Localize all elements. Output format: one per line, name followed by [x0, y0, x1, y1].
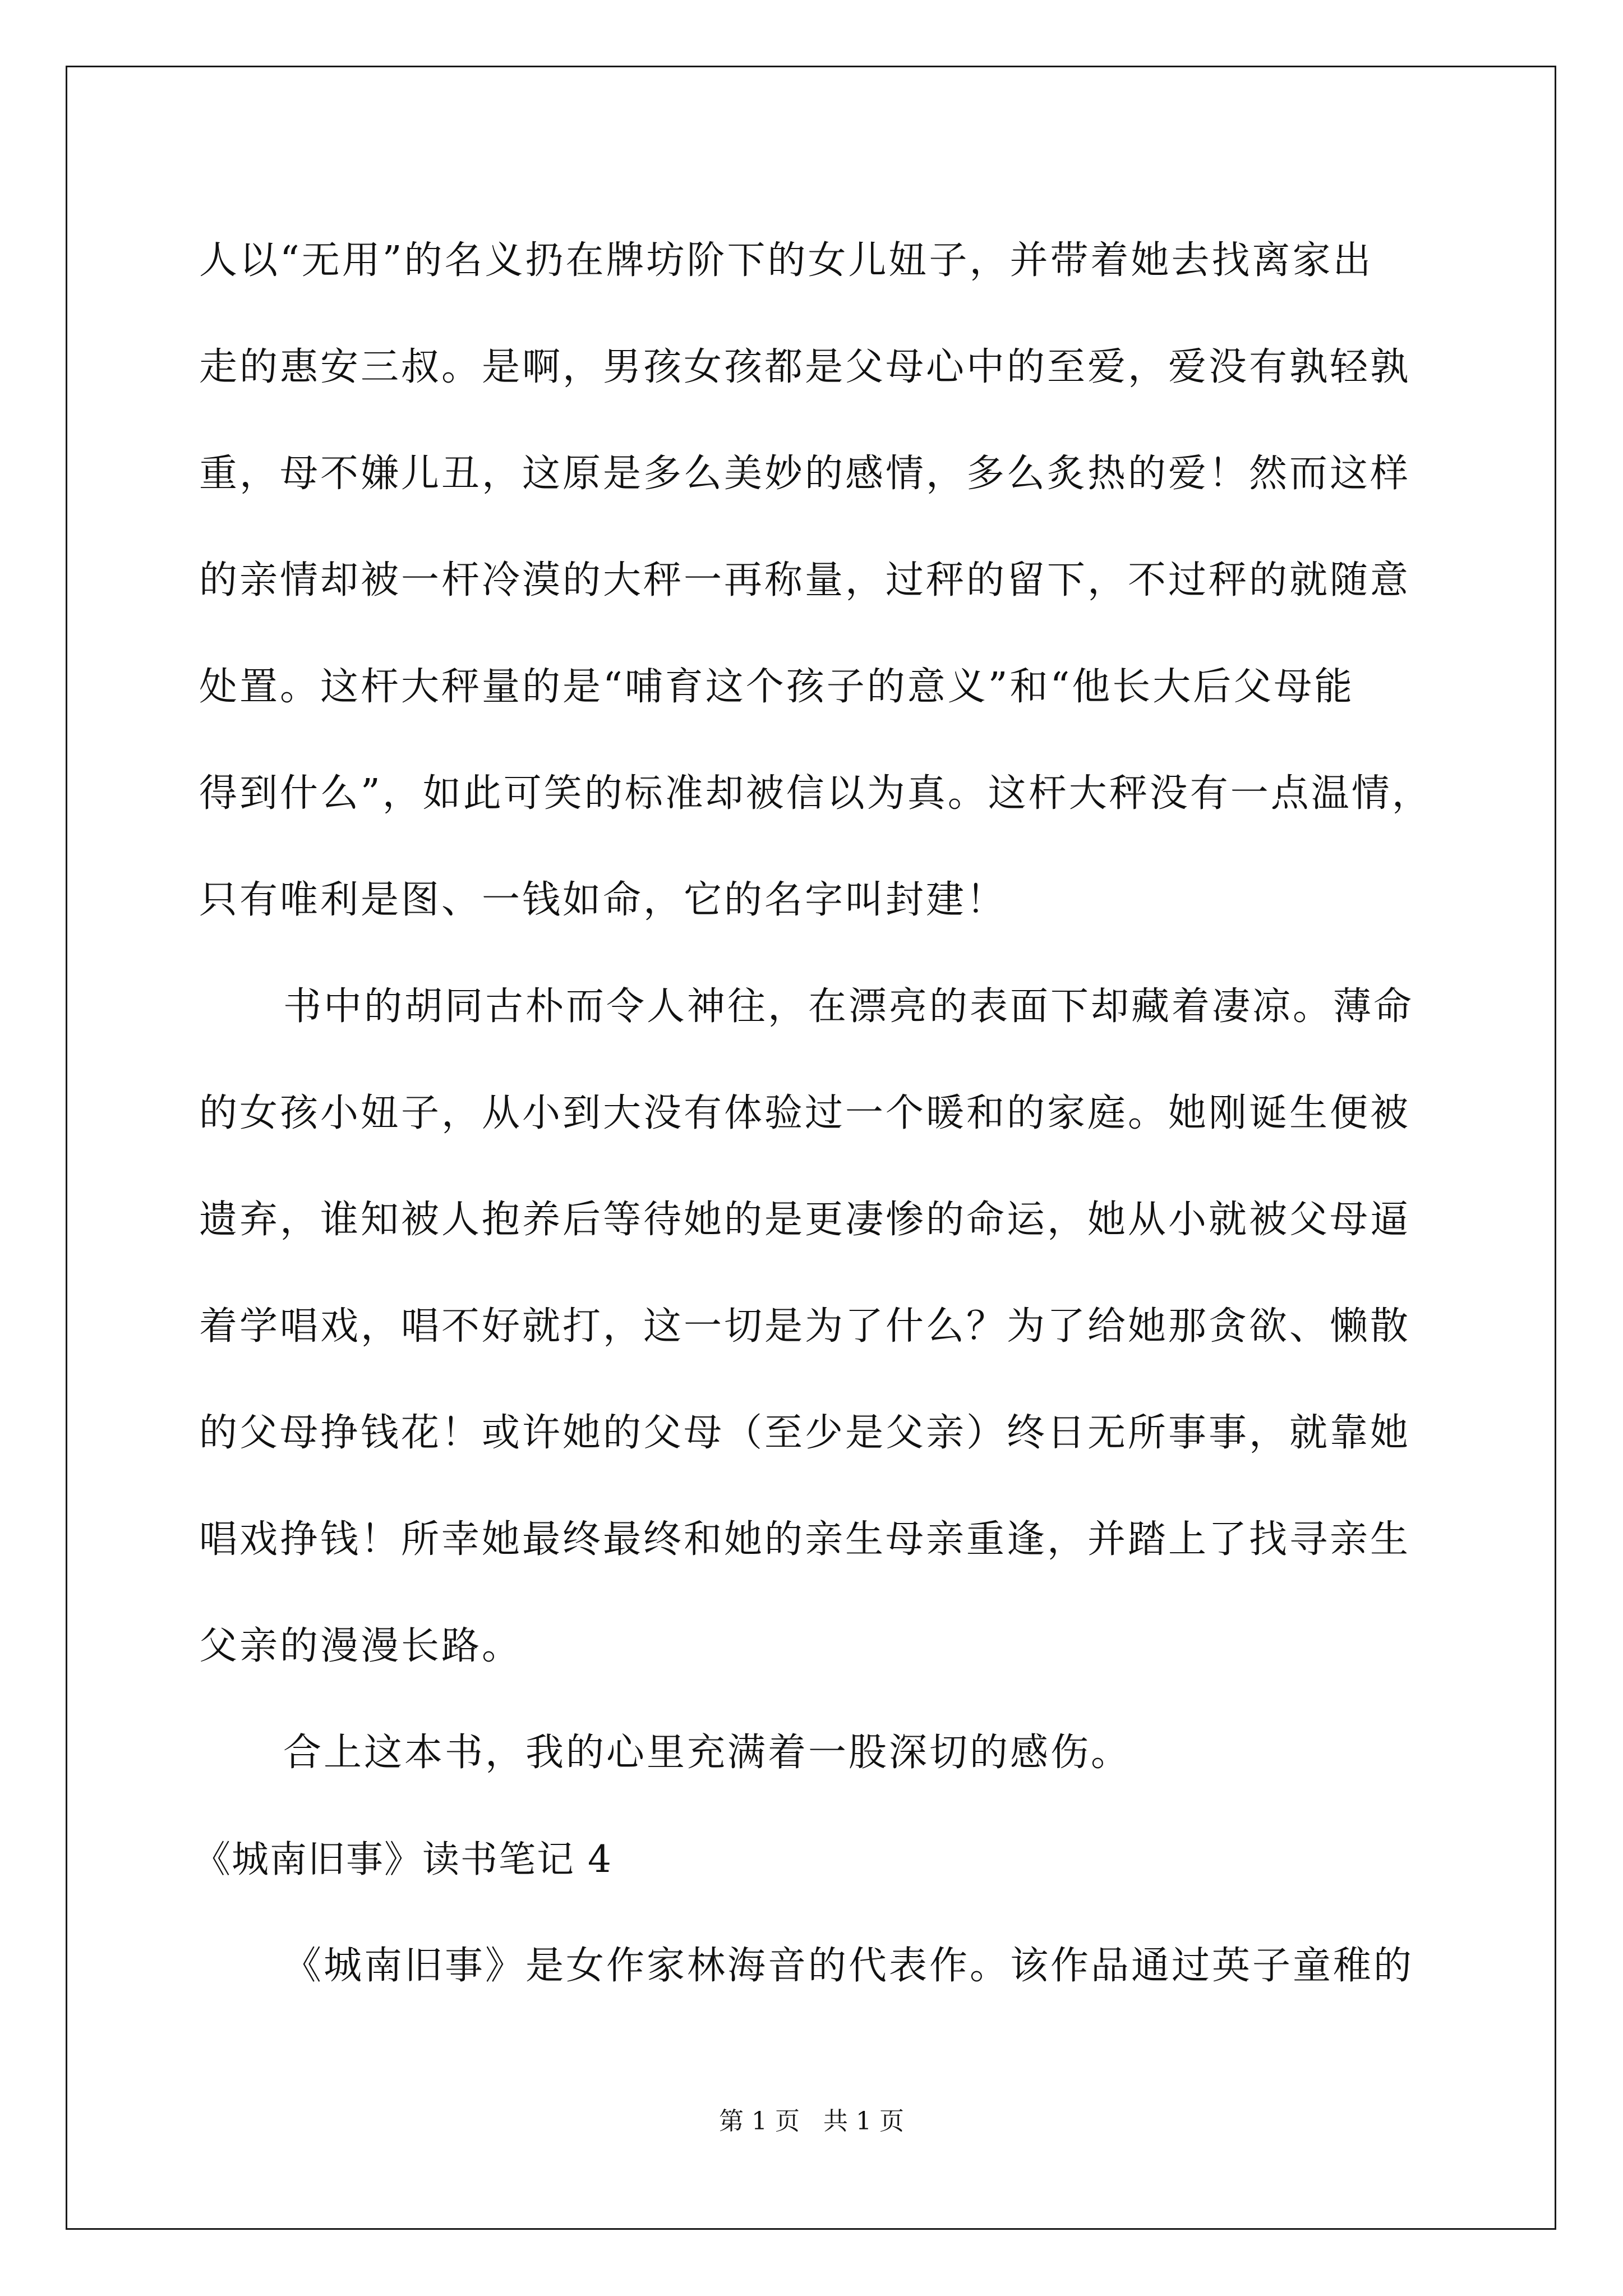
paragraph-line: 的女孩小妞子，从小到大没有体验过一个暖和的家庭。她刚诞生便被 — [199, 1091, 1411, 1135]
paragraph-line: 走的惠安三叔。是啊，男孩女孩都是父母心中的至爱，爱没有孰轻孰 — [199, 345, 1411, 389]
paragraph-line: 的亲情却被一杆冷漠的大秤一再称量，过秤的留下，不过秤的就随意 — [199, 558, 1411, 602]
paragraph-line: 只有唯利是图、一钱如命，它的名字叫封建！ — [199, 878, 1007, 922]
paragraph-line: 的父母挣钱花！或许她的父母（至少是父亲）终日无所事事，就靠她 — [199, 1411, 1411, 1455]
paragraph-line: 重，母不嫌儿丑，这原是多么美妙的感情，多么炙热的爱！然而这样 — [199, 452, 1411, 496]
paragraph-line: 人以“无用”的名义扔在牌坊阶下的女儿妞子，并带着她去找离家出 — [199, 238, 1373, 283]
paragraph-3: 合上这本书，我的心里充满着一股深切的感伤。 — [283, 1731, 1132, 1775]
paragraph-line: 处置。这杆大秤量的是“哺育这个孩子的意义”和“他长大后父母能 — [199, 665, 1355, 709]
paragraph-line: 唱戏挣钱！所幸她最终最终和她的亲生母亲重逢，并踏上了找寻亲生 — [199, 1517, 1411, 1562]
paragraph-line: 书中的胡同古朴而令人神往，在漂亮的表面下却藏着凄凉。薄命 — [283, 984, 1414, 1029]
paragraph-line: 父亲的漫漫长路。 — [199, 1624, 523, 1668]
document-body — [193, 208, 1461, 2019]
paragraph-line: 得到什么”，如此可笑的标准却被信以为真。这杆大秤没有一点温情， — [199, 771, 1432, 816]
paragraph-2 — [199, 954, 1461, 1700]
paragraph-line: 着学唱戏，唱不好就打，这一切是为了什么？为了给她那贪欲、懒散 — [199, 1304, 1411, 1349]
paragraph-1 — [199, 208, 1461, 954]
paragraph-line: 遗弃，谁知被人抱养后等待她的是更凄惨的命运，她从小就被父母逼 — [199, 1198, 1411, 1242]
section-heading: 《城南旧事》读书笔记 4 — [193, 1838, 612, 1881]
paragraph-4: 《城南旧事》是女作家林海音的代表作。该作品通过英子童稚的 — [283, 1944, 1414, 1988]
page-footer: 第 1 页 共 1 页 — [719, 2107, 904, 2136]
